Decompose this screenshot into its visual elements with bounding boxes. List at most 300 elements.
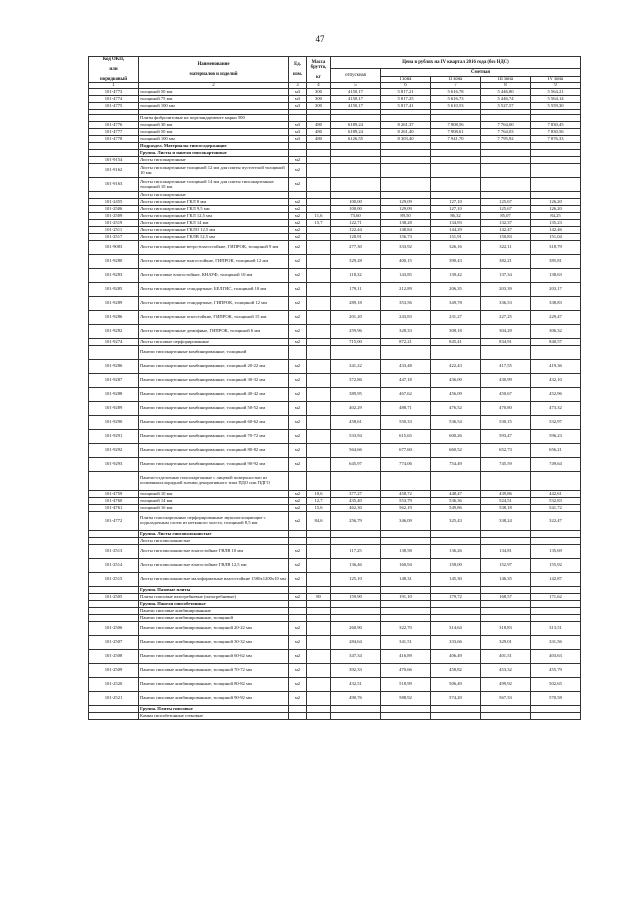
- item-price: 304,29: [481, 325, 531, 339]
- item-price: 8 303,40: [381, 136, 431, 143]
- item-price: 346,09: [381, 512, 431, 531]
- header-unit: Ед. изм.: [289, 57, 307, 83]
- item-unit: [289, 608, 307, 615]
- item-price: 840,57: [531, 339, 581, 346]
- item-mass: [307, 325, 331, 339]
- item-mass: [307, 388, 331, 402]
- empty-cell: [531, 115, 581, 122]
- header-sub-2: II зона: [431, 77, 481, 83]
- empty-cell: [381, 115, 431, 122]
- item-price: 715,00: [331, 339, 381, 346]
- empty-cell: [307, 115, 331, 122]
- item-price: 430,99: [481, 374, 531, 388]
- item-price: 4150,17: [331, 96, 381, 103]
- item-price: 435,40: [331, 498, 381, 505]
- item-price: 333,66: [431, 636, 481, 650]
- item-price: 206,35: [431, 283, 481, 297]
- item-price: 313,51: [531, 622, 581, 636]
- item-mass: 300: [307, 96, 331, 103]
- item-code: 101-2505: [89, 594, 139, 601]
- item-mass: [307, 346, 331, 360]
- item-price: [431, 538, 481, 545]
- item-price: [481, 164, 531, 178]
- table-row: [89, 157, 581, 164]
- empty-cell: [531, 601, 581, 608]
- item-mass: [307, 636, 331, 650]
- item-name: Листы гипсокартонные ГКЛО 12,5 мм: [139, 227, 289, 234]
- item-price: 5 446,80: [481, 89, 531, 96]
- item-mass: [307, 178, 331, 192]
- item-code: 101-9274: [89, 339, 139, 346]
- empty-cell: [381, 706, 431, 713]
- table-row: [89, 255, 581, 269]
- item-mass: [307, 269, 331, 283]
- item-price: 5 817,21: [381, 89, 431, 96]
- item-price: 550,33: [381, 416, 431, 430]
- item-price: 125,67: [481, 206, 531, 213]
- item-code: 101-2509: [89, 213, 139, 220]
- item-price: 8 261,37: [381, 122, 431, 129]
- empty-cell: [381, 587, 431, 594]
- item-mass: [307, 444, 331, 458]
- table-row: [89, 192, 581, 199]
- item-price: 677,60: [381, 444, 431, 458]
- item-mass: [307, 311, 331, 325]
- item-price: 139,42: [431, 269, 481, 283]
- item-unit: м2: [289, 374, 307, 388]
- item-price: 148,84: [381, 227, 431, 234]
- item-price: 6189,24: [331, 122, 381, 129]
- item-price: 452,96: [531, 388, 581, 402]
- empty-cell: [89, 601, 139, 608]
- item-price: 341,51: [381, 636, 431, 650]
- item-price: 314,64: [431, 622, 481, 636]
- item-name: Листы гипсокартонные: [139, 157, 289, 164]
- table-row: [89, 706, 581, 713]
- item-code: 101-9154: [89, 157, 139, 164]
- item-unit: м2: [289, 199, 307, 206]
- group-title: Группа. Листы гипсоволокнистые: [139, 531, 289, 538]
- table-row: [89, 339, 581, 346]
- item-price: [481, 538, 531, 545]
- item-price: 470,66: [381, 664, 431, 678]
- item-name: Панели гипсокартонные комбинированные, толщиной: [139, 346, 289, 360]
- item-price: 467,62: [381, 388, 431, 402]
- item-unit: [289, 615, 307, 622]
- subgroup-title: Плиты фибролитовые на портландцементе марки 500: [139, 115, 289, 122]
- item-price: 129,09: [381, 206, 431, 213]
- item-unit: м3: [289, 136, 307, 143]
- item-price: 145,30: [431, 573, 481, 587]
- table-row: [89, 325, 581, 339]
- item-name: Листы гипсокартонные стандартные, ГИПРОК, толщиной 12 мм: [139, 297, 289, 311]
- item-price: 138,58: [381, 545, 431, 559]
- item-price: 453,32: [481, 664, 531, 678]
- item-price: 160,94: [381, 559, 431, 573]
- empty-cell: [331, 706, 381, 713]
- item-name: Листы гипсокартонные ГКЛ 14 мм: [139, 220, 289, 227]
- item-name: Панели-отделочные гипсокартонные с лицевой поверхностью из поливинилхлоридной пленки декоративного типа ПДО или ПДГО: [139, 472, 289, 491]
- col-number: 7: [431, 83, 481, 89]
- item-price: 754,49: [431, 458, 481, 472]
- item-price: [431, 192, 481, 199]
- item-price: 329,01: [481, 636, 531, 650]
- item-unit: м2: [289, 664, 307, 678]
- item-price: 138,28: [381, 220, 431, 227]
- group-title: Группа. Панели гипсобетонные: [139, 601, 289, 608]
- item-code: 101-2517: [89, 234, 139, 241]
- item-price: 136,46: [331, 559, 381, 573]
- empty-cell: [289, 601, 307, 608]
- item-name: Листы гипсокартонные: [139, 192, 289, 199]
- item-price: 125,67: [481, 199, 531, 206]
- empty-cell: [531, 706, 581, 713]
- item-price: 382,21: [481, 255, 531, 269]
- item-mass: [307, 255, 331, 269]
- item-price: 142,87: [531, 573, 581, 587]
- item-code: 101-4773: [89, 89, 139, 96]
- item-price: 333,92: [381, 241, 431, 255]
- table-row: [89, 664, 581, 678]
- item-price: 392,33: [331, 664, 381, 678]
- empty-cell: [289, 531, 307, 538]
- item-price: [331, 164, 381, 178]
- item-price: 128,91: [331, 234, 381, 241]
- item-price: 432,10: [531, 374, 581, 388]
- item-price: [431, 178, 481, 192]
- item-code: [89, 608, 139, 615]
- item-price: 570,58: [531, 692, 581, 706]
- item-mass: 480: [307, 129, 331, 136]
- table-row: [89, 360, 581, 374]
- item-price: 406,49: [431, 650, 481, 664]
- item-unit: м2: [289, 594, 307, 601]
- item-price: 7 908,61: [431, 129, 481, 136]
- item-price: 7 876,33: [531, 136, 581, 143]
- empty-cell: [531, 143, 581, 150]
- item-name: Панели гипсокартонные комбинированные, толщиной 40-42 мм: [139, 388, 289, 402]
- item-price: [381, 472, 431, 491]
- item-price: 338,24: [481, 512, 531, 531]
- item-price: 372,86: [331, 374, 381, 388]
- item-name: Панели гипсовые комбинированные, толщиной 30-32 мм: [139, 636, 289, 650]
- item-price: 122,71: [331, 220, 381, 227]
- item-name: Листы гипсоволокнистые влагостойкие ГВЛВ 12,5 мм: [139, 559, 289, 573]
- item-code: 101-4760: [89, 498, 139, 505]
- item-unit: м2: [289, 512, 307, 531]
- item-price: 100,00: [331, 199, 381, 206]
- item-price: 7 941,70: [431, 136, 481, 143]
- item-code: [89, 192, 139, 199]
- item-price: 458,72: [381, 491, 431, 498]
- item-code: 101-2520: [89, 678, 139, 692]
- table-row: [89, 594, 581, 601]
- item-unit: м2: [289, 269, 307, 283]
- table-row: [89, 283, 581, 297]
- item-price: 156,73: [381, 234, 431, 241]
- item-price: [481, 178, 531, 192]
- item-price: 256,79: [331, 512, 381, 531]
- item-code: 101-9162: [89, 164, 139, 178]
- item-price: 122,44: [331, 227, 381, 234]
- item-price: 201,20: [331, 311, 381, 325]
- item-unit: [289, 538, 307, 545]
- item-mass: [307, 472, 331, 491]
- table-row: [89, 122, 581, 129]
- item-name: Панели гипсовые комбинированные, толщиной 70-72 мм: [139, 664, 289, 678]
- empty-cell: [89, 115, 139, 122]
- item-price: 148,31: [381, 573, 431, 587]
- item-price: 229,47: [531, 311, 581, 325]
- item-price: [331, 346, 381, 360]
- item-code: 101-9083: [89, 241, 139, 255]
- table-row: [89, 213, 581, 220]
- item-price: 458,61: [331, 416, 381, 430]
- item-unit: м2: [289, 692, 307, 706]
- price-table: [88, 56, 581, 720]
- item-mass: [307, 374, 331, 388]
- table-row: [89, 143, 581, 150]
- item-unit: м2: [289, 678, 307, 692]
- item-price: 458,82: [431, 664, 481, 678]
- item-name: Панели гипсокартонные комбинированные, толщиной 50-52 мм: [139, 402, 289, 416]
- item-price: 385,81: [531, 255, 581, 269]
- item-price: [331, 608, 381, 615]
- item-unit: м2: [289, 498, 307, 505]
- item-mass: [307, 206, 331, 213]
- page-number: 47: [315, 34, 325, 44]
- item-unit: м2: [289, 505, 307, 512]
- item-price: 5 610,53: [431, 103, 481, 110]
- item-price: 322,47: [531, 512, 581, 531]
- header-sub-4: IV зона: [531, 77, 581, 83]
- empty-cell: [431, 706, 481, 713]
- item-price: 100,00: [331, 206, 381, 213]
- empty-cell: [307, 706, 331, 713]
- item-unit: м2: [289, 297, 307, 311]
- item-price: 390,43: [431, 255, 481, 269]
- item-price: [531, 346, 581, 360]
- item-mass: 80: [307, 594, 331, 601]
- item-unit: м2: [289, 339, 307, 346]
- item-price: [481, 615, 531, 622]
- item-price: 745,59: [481, 458, 531, 472]
- table-row: [89, 346, 581, 360]
- table-body: [89, 89, 581, 720]
- item-price: 117,25: [331, 545, 381, 559]
- item-mass: [307, 608, 331, 615]
- item-name: Панели гипсокартонные комбинированные, толщиной 70-72 мм: [139, 430, 289, 444]
- item-unit: м2: [289, 157, 307, 164]
- item-price: 433,48: [381, 360, 431, 374]
- item-unit: м2: [289, 220, 307, 227]
- item-unit: м2: [289, 573, 307, 587]
- item-price: [531, 472, 581, 491]
- item-price: 171,62: [531, 594, 581, 601]
- item-price: 502,65: [531, 678, 581, 692]
- item-unit: м3: [289, 122, 307, 129]
- item-price: [431, 615, 481, 622]
- item-name: Панели гипсовые комбинированные, толщиной: [139, 615, 289, 622]
- item-price: 126,20: [531, 206, 581, 213]
- item-price: 7 830,56: [531, 129, 581, 136]
- item-name: Листы гипсокартонные огнестойкие, ГИПРОК, толщиной 15 мм: [139, 311, 289, 325]
- item-name: Панели гипсокартонные комбинированные, толщиной 20-22 мм: [139, 360, 289, 374]
- item-price: [531, 615, 581, 622]
- item-price: 845,41: [431, 339, 481, 346]
- item-price: 125,10: [331, 573, 381, 587]
- item-code: 101-9288: [89, 388, 139, 402]
- item-price: 462,30: [331, 505, 381, 512]
- item-name: Панели гипсокартонные комбинированные, толщиной 80-82 мм: [139, 444, 289, 458]
- header-mass: Масса брутто, кг: [307, 57, 331, 83]
- item-mass: [307, 458, 331, 472]
- item-price: [481, 713, 531, 720]
- table-row: [89, 713, 581, 720]
- item-price: [381, 538, 431, 545]
- empty-cell: [331, 601, 381, 608]
- item-price: 338,83: [531, 297, 581, 311]
- table-row: [89, 472, 581, 491]
- empty-cell: [481, 587, 531, 594]
- item-price: 645,97: [331, 458, 381, 472]
- item-name: толщиной 16 мм: [139, 505, 289, 512]
- item-price: 127,10: [431, 199, 481, 206]
- item-price: [381, 178, 431, 192]
- item-price: 402,29: [331, 402, 381, 416]
- table-row: [89, 241, 581, 255]
- item-price: 306,32: [531, 325, 581, 339]
- item-unit: м2: [289, 402, 307, 416]
- table-row: [89, 220, 581, 227]
- table-row: [89, 622, 581, 636]
- item-code: 101-2507: [89, 636, 139, 650]
- item-code: 101-9286: [89, 311, 139, 325]
- item-mass: [307, 622, 331, 636]
- item-code: 101-9290: [89, 416, 139, 430]
- item-price: 749,64: [531, 458, 581, 472]
- item-unit: м2: [289, 458, 307, 472]
- item-price: [431, 608, 481, 615]
- table-row: [89, 96, 581, 103]
- item-price: 774,06: [381, 458, 431, 472]
- item-unit: м2: [289, 622, 307, 636]
- item-price: [431, 346, 481, 360]
- item-price: 600,26: [431, 430, 481, 444]
- item-mass: [307, 692, 331, 706]
- empty-cell: [481, 531, 531, 538]
- item-price: 259,96: [331, 325, 381, 339]
- empty-cell: [89, 706, 139, 713]
- item-price: [331, 713, 381, 720]
- item-price: [481, 346, 531, 360]
- item-code: 101-2515: [89, 573, 139, 587]
- item-unit: м2: [289, 227, 307, 234]
- item-code: 101-9285: [89, 283, 139, 297]
- item-price: 191,10: [381, 594, 431, 601]
- item-price: 389,95: [331, 388, 381, 402]
- item-price: 442,61: [531, 491, 581, 498]
- item-name: толщиной 30 мм: [139, 122, 289, 129]
- table-row: [89, 115, 581, 122]
- item-price: 179,11: [331, 283, 381, 297]
- item-price: [431, 472, 481, 491]
- item-name: Листы гипсокартонные влагостойкие, ГИПРОК, толщиной 12 мм: [139, 255, 289, 269]
- item-unit: м2: [289, 206, 307, 213]
- item-price: 5 564,14: [531, 96, 581, 103]
- empty-cell: [531, 587, 581, 594]
- item-price: 536,36: [431, 498, 481, 505]
- item-price: 179,72: [431, 594, 481, 601]
- item-code: 101-4778: [89, 136, 139, 143]
- item-price: 118,32: [331, 269, 381, 283]
- table-row: [89, 374, 581, 388]
- table-row: [89, 573, 581, 587]
- item-name: Панели гипсовые комбинированные, толщиной 20-22 мм: [139, 622, 289, 636]
- item-price: 7 830,45: [531, 122, 581, 129]
- item-price: 137,34: [481, 269, 531, 283]
- item-mass: [307, 199, 331, 206]
- item-name: Панели гипсовые комбинированные, толщиной 60-62 мм: [139, 650, 289, 664]
- item-code: 101-2519: [89, 220, 139, 227]
- empty-cell: [89, 143, 139, 150]
- item-price: 89,50: [381, 213, 431, 220]
- item-unit: м2: [289, 283, 307, 297]
- item-price: 347,34: [331, 650, 381, 664]
- empty-cell: [331, 115, 381, 122]
- item-price: 596,23: [531, 430, 581, 444]
- item-price: 158,00: [431, 559, 481, 573]
- item-price: [431, 713, 481, 720]
- item-unit: м2: [289, 164, 307, 178]
- item-price: [481, 192, 531, 199]
- empty-cell: [89, 150, 139, 157]
- item-code: 101-2513: [89, 545, 139, 559]
- empty-cell: [307, 601, 331, 608]
- item-unit: м2: [289, 325, 307, 339]
- item-price: 203,17: [531, 283, 581, 297]
- item-price: 336,53: [481, 297, 531, 311]
- item-price: 86,32: [431, 213, 481, 220]
- item-price: 533,94: [331, 430, 381, 444]
- empty-cell: [431, 531, 481, 538]
- col-number: 5: [331, 83, 381, 89]
- item-price: 7 764,00: [481, 122, 531, 129]
- item-price: 8 261,40: [381, 129, 431, 136]
- item-mass: [307, 559, 331, 573]
- item-name: Плиты гипсокартонные перфорированные звукопоглощающие с подкладочным слоем из нетканого холста, толщиной 8,5 мм: [139, 512, 289, 531]
- item-code: 101-4777: [89, 129, 139, 136]
- item-price: 470,80: [481, 402, 531, 416]
- item-price: 536,54: [431, 416, 481, 430]
- col-number: 1: [89, 83, 139, 89]
- empty-cell: [531, 531, 581, 538]
- item-name: Листы гипсокартонные стандартные, БЕЛГИС, толщиной 10 мм: [139, 283, 289, 297]
- item-price: 652,73: [481, 444, 531, 458]
- item-mass: [307, 538, 331, 545]
- item-price: 5 817,25: [381, 96, 431, 103]
- item-price: 152,97: [481, 559, 531, 573]
- item-unit: м2: [289, 430, 307, 444]
- item-mass: [307, 402, 331, 416]
- empty-cell: [531, 150, 581, 157]
- item-price: 416,89: [381, 650, 431, 664]
- item-price: 260,90: [331, 622, 381, 636]
- item-mass: [307, 157, 331, 164]
- item-mass: 480: [307, 122, 331, 129]
- item-price: 322,11: [481, 241, 531, 255]
- item-mass: 15,6: [307, 505, 331, 512]
